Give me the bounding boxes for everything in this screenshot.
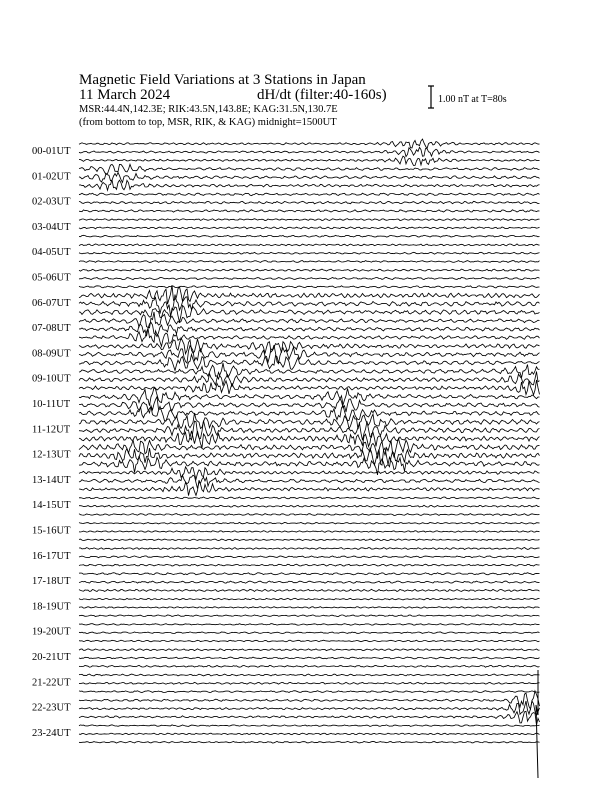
- hour-label: 07-08UT: [32, 323, 71, 335]
- trace-rik: [79, 201, 540, 204]
- trace-rik: [79, 632, 540, 634]
- trace-msr: [79, 286, 540, 288]
- trace-rik: [79, 147, 540, 156]
- hour-label: 05-06UT: [32, 272, 71, 284]
- trace-rik: [79, 657, 540, 659]
- trace-msr: [79, 589, 540, 591]
- trace-msr: [79, 261, 540, 263]
- end-excursion-trace: [536, 670, 538, 778]
- hour-label: 16-17UT: [32, 550, 71, 562]
- trace-kag: [79, 219, 540, 221]
- trace-msr: [79, 514, 540, 516]
- trace-kag: [79, 139, 540, 149]
- trace-rik: [79, 322, 540, 336]
- hour-label: 09-10UT: [32, 373, 71, 385]
- trace-kag: [79, 649, 540, 651]
- trace-kag: [79, 312, 540, 328]
- trace-kag: [79, 548, 540, 550]
- trace-kag: [79, 691, 540, 709]
- trace-kag: [79, 269, 540, 271]
- trace-msr: [79, 480, 540, 495]
- trace-rik: [79, 701, 540, 715]
- trace-rik: [79, 227, 540, 229]
- station-coordinates: MSR:44.4N,142.3E; RIK:43.5N,143.8E; KAG:31.5N,130.7E: [79, 104, 338, 115]
- trace-kag: [79, 413, 540, 429]
- hour-label: 22-23UT: [32, 702, 71, 714]
- hour-label: 04-05UT: [32, 247, 71, 259]
- trace-kag: [79, 285, 540, 304]
- trace-msr: [79, 380, 540, 395]
- hour-label: 00-01UT: [32, 146, 71, 157]
- trace-msr: [79, 406, 540, 421]
- trace-kag: [79, 164, 540, 174]
- trace-kag: [79, 573, 540, 575]
- trace-rik: [79, 172, 540, 182]
- hour-label: 13-14UT: [32, 474, 71, 486]
- trace-kag: [79, 497, 540, 499]
- hour-label: 06-07UT: [32, 297, 71, 309]
- trace-kag: [79, 244, 540, 246]
- hour-label: 23-24UT: [32, 727, 71, 739]
- trace-msr: [79, 329, 540, 347]
- hour-label: 08-09UT: [32, 348, 71, 360]
- hour-label: 02-03UT: [32, 196, 71, 208]
- trace-msr: [79, 539, 540, 541]
- trace-msr: [79, 210, 540, 213]
- hour-label: 19-20UT: [32, 626, 71, 638]
- hour-label: 14-15UT: [32, 500, 71, 512]
- trace-kag: [79, 725, 540, 727]
- trace-rik: [79, 505, 540, 507]
- trace-kag: [79, 193, 540, 196]
- trace-msr: [79, 180, 540, 191]
- date-label: 11 March 2024: [79, 87, 171, 103]
- chart-title: Magnetic Field Variations at 3 Stations in Japan: [79, 72, 366, 88]
- trace-msr: [79, 640, 540, 642]
- hour-label: 15-16UT: [32, 525, 71, 537]
- scale-bar: [428, 86, 434, 108]
- trace-kag: [79, 598, 540, 600]
- trace-rik: [79, 556, 540, 558]
- trace-kag: [79, 467, 540, 479]
- hour-label: 18-19UT: [32, 601, 71, 613]
- trace-rik: [79, 252, 540, 254]
- hour-label: 10-11UT: [32, 399, 71, 410]
- trace-msr: [79, 235, 540, 237]
- trace-kag: [79, 522, 540, 524]
- trace-rik: [79, 295, 540, 316]
- trace-msr: [79, 691, 540, 693]
- hour-label: 12-13UT: [32, 449, 71, 461]
- trace-rik: [79, 581, 540, 583]
- trace-msr: [79, 711, 540, 725]
- trace-rik: [79, 372, 540, 387]
- trace-rik: [79, 277, 540, 279]
- trace-msr: [79, 615, 540, 617]
- trace-rik: [79, 733, 540, 735]
- trace-msr: [79, 564, 540, 566]
- trace-kag: [79, 388, 540, 406]
- scale-bar-label: 1.00 nT at T=80s: [438, 94, 507, 105]
- trace-rik: [79, 531, 540, 533]
- hour-label: 17-18UT: [32, 576, 71, 588]
- hour-label: 20-21UT: [32, 652, 71, 663]
- trace-kag: [79, 338, 540, 354]
- trace-msr: [79, 665, 540, 667]
- hour-label: 01-02UT: [32, 171, 71, 183]
- trace-kag: [79, 624, 540, 626]
- trace-rik: [79, 475, 540, 488]
- trace-msr: [79, 741, 540, 743]
- trace-rik: [79, 682, 540, 684]
- quantity-label: dH/dt (filter:40-160s): [257, 87, 387, 103]
- trace-msr: [79, 156, 540, 165]
- hour-label: 03-04UT: [32, 221, 71, 233]
- station-order-note: (from bottom to top, MSR, RIK, & KAG) midnight=1500UT: [79, 117, 337, 128]
- trace-rik: [79, 607, 540, 609]
- trace-kag: [79, 674, 540, 676]
- hour-label: 11-12UT: [32, 424, 71, 436]
- trace-kag: [79, 363, 540, 379]
- hour-label: 21-22UT: [32, 677, 71, 689]
